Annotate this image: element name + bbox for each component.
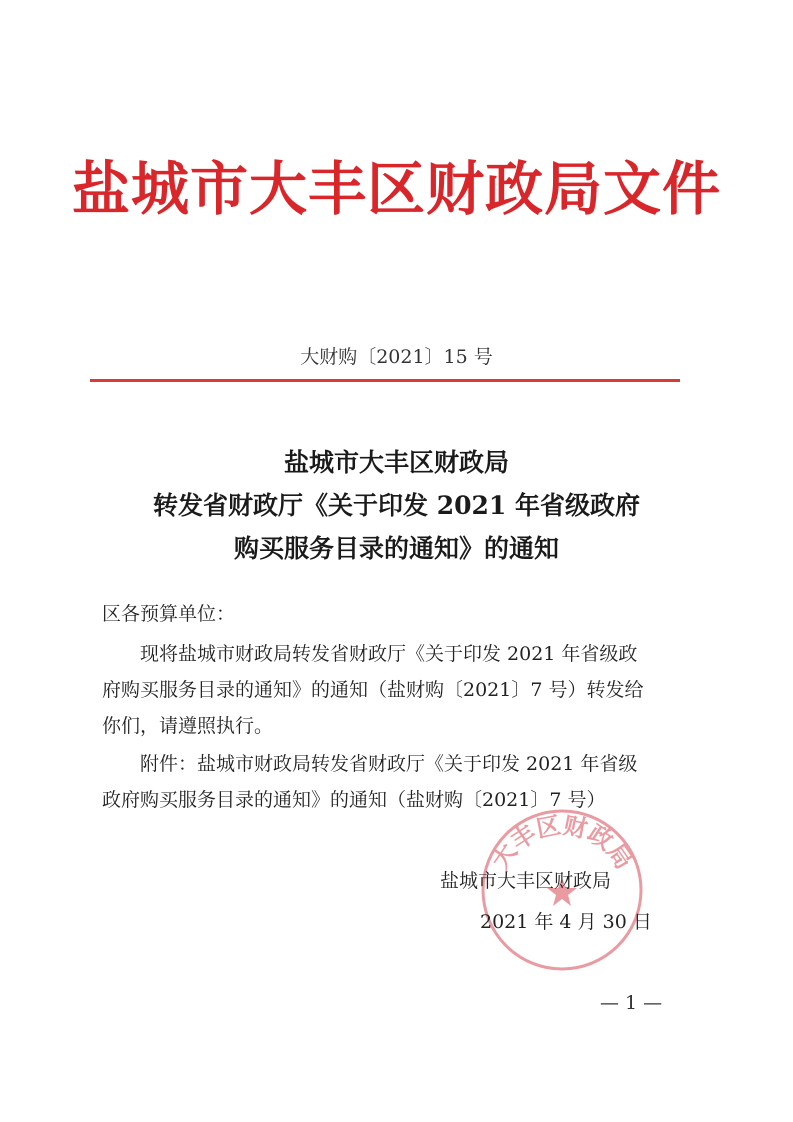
red-separator-line bbox=[90, 379, 680, 382]
salutation: 区各预算单位： bbox=[102, 603, 236, 625]
title-line-3: 购买服务目录的通知》的通知 bbox=[233, 534, 559, 563]
paragraph-1-line-1: 现将盐城市财政局转发省财政厅《关于印发 2021 年省级政 bbox=[140, 643, 638, 665]
title-line-1: 盐城市大丰区财政局 bbox=[283, 448, 509, 477]
page-number: — 1 — bbox=[600, 992, 663, 1014]
document-number: 大财购〔2021〕15 号 bbox=[300, 346, 493, 368]
title-line-2: 转发省财政厅《关于印发 2021 年省级政府 bbox=[153, 491, 640, 520]
document-title bbox=[0, 441, 793, 570]
signing-organization: 盐城市大丰区财政局 bbox=[440, 870, 612, 892]
paragraph-1-line-2: 府购买服务目录的通知》的通知（盐财购〔2021〕7 号）转发给 bbox=[102, 679, 644, 701]
signing-date: 2021 年 4 月 30 日 bbox=[480, 911, 652, 933]
masthead-title: 盐城市大丰区财政局文件 bbox=[71, 155, 721, 223]
attachment-line-2: 政府购买服务目录的通知》的通知（盐财购〔2021〕7 号） bbox=[102, 789, 606, 811]
svg-text:大丰区财政局 bbox=[486, 811, 638, 874]
paragraph-1-line-3: 你们，请遵照执行。 bbox=[102, 715, 274, 737]
body-paragraph-1 bbox=[102, 636, 702, 744]
seal-text: 大丰区财政局 bbox=[485, 811, 639, 875]
attachment-line-1: 附件：盐城市财政局转发省财政厅《关于印发 2021 年省级 bbox=[140, 753, 638, 775]
